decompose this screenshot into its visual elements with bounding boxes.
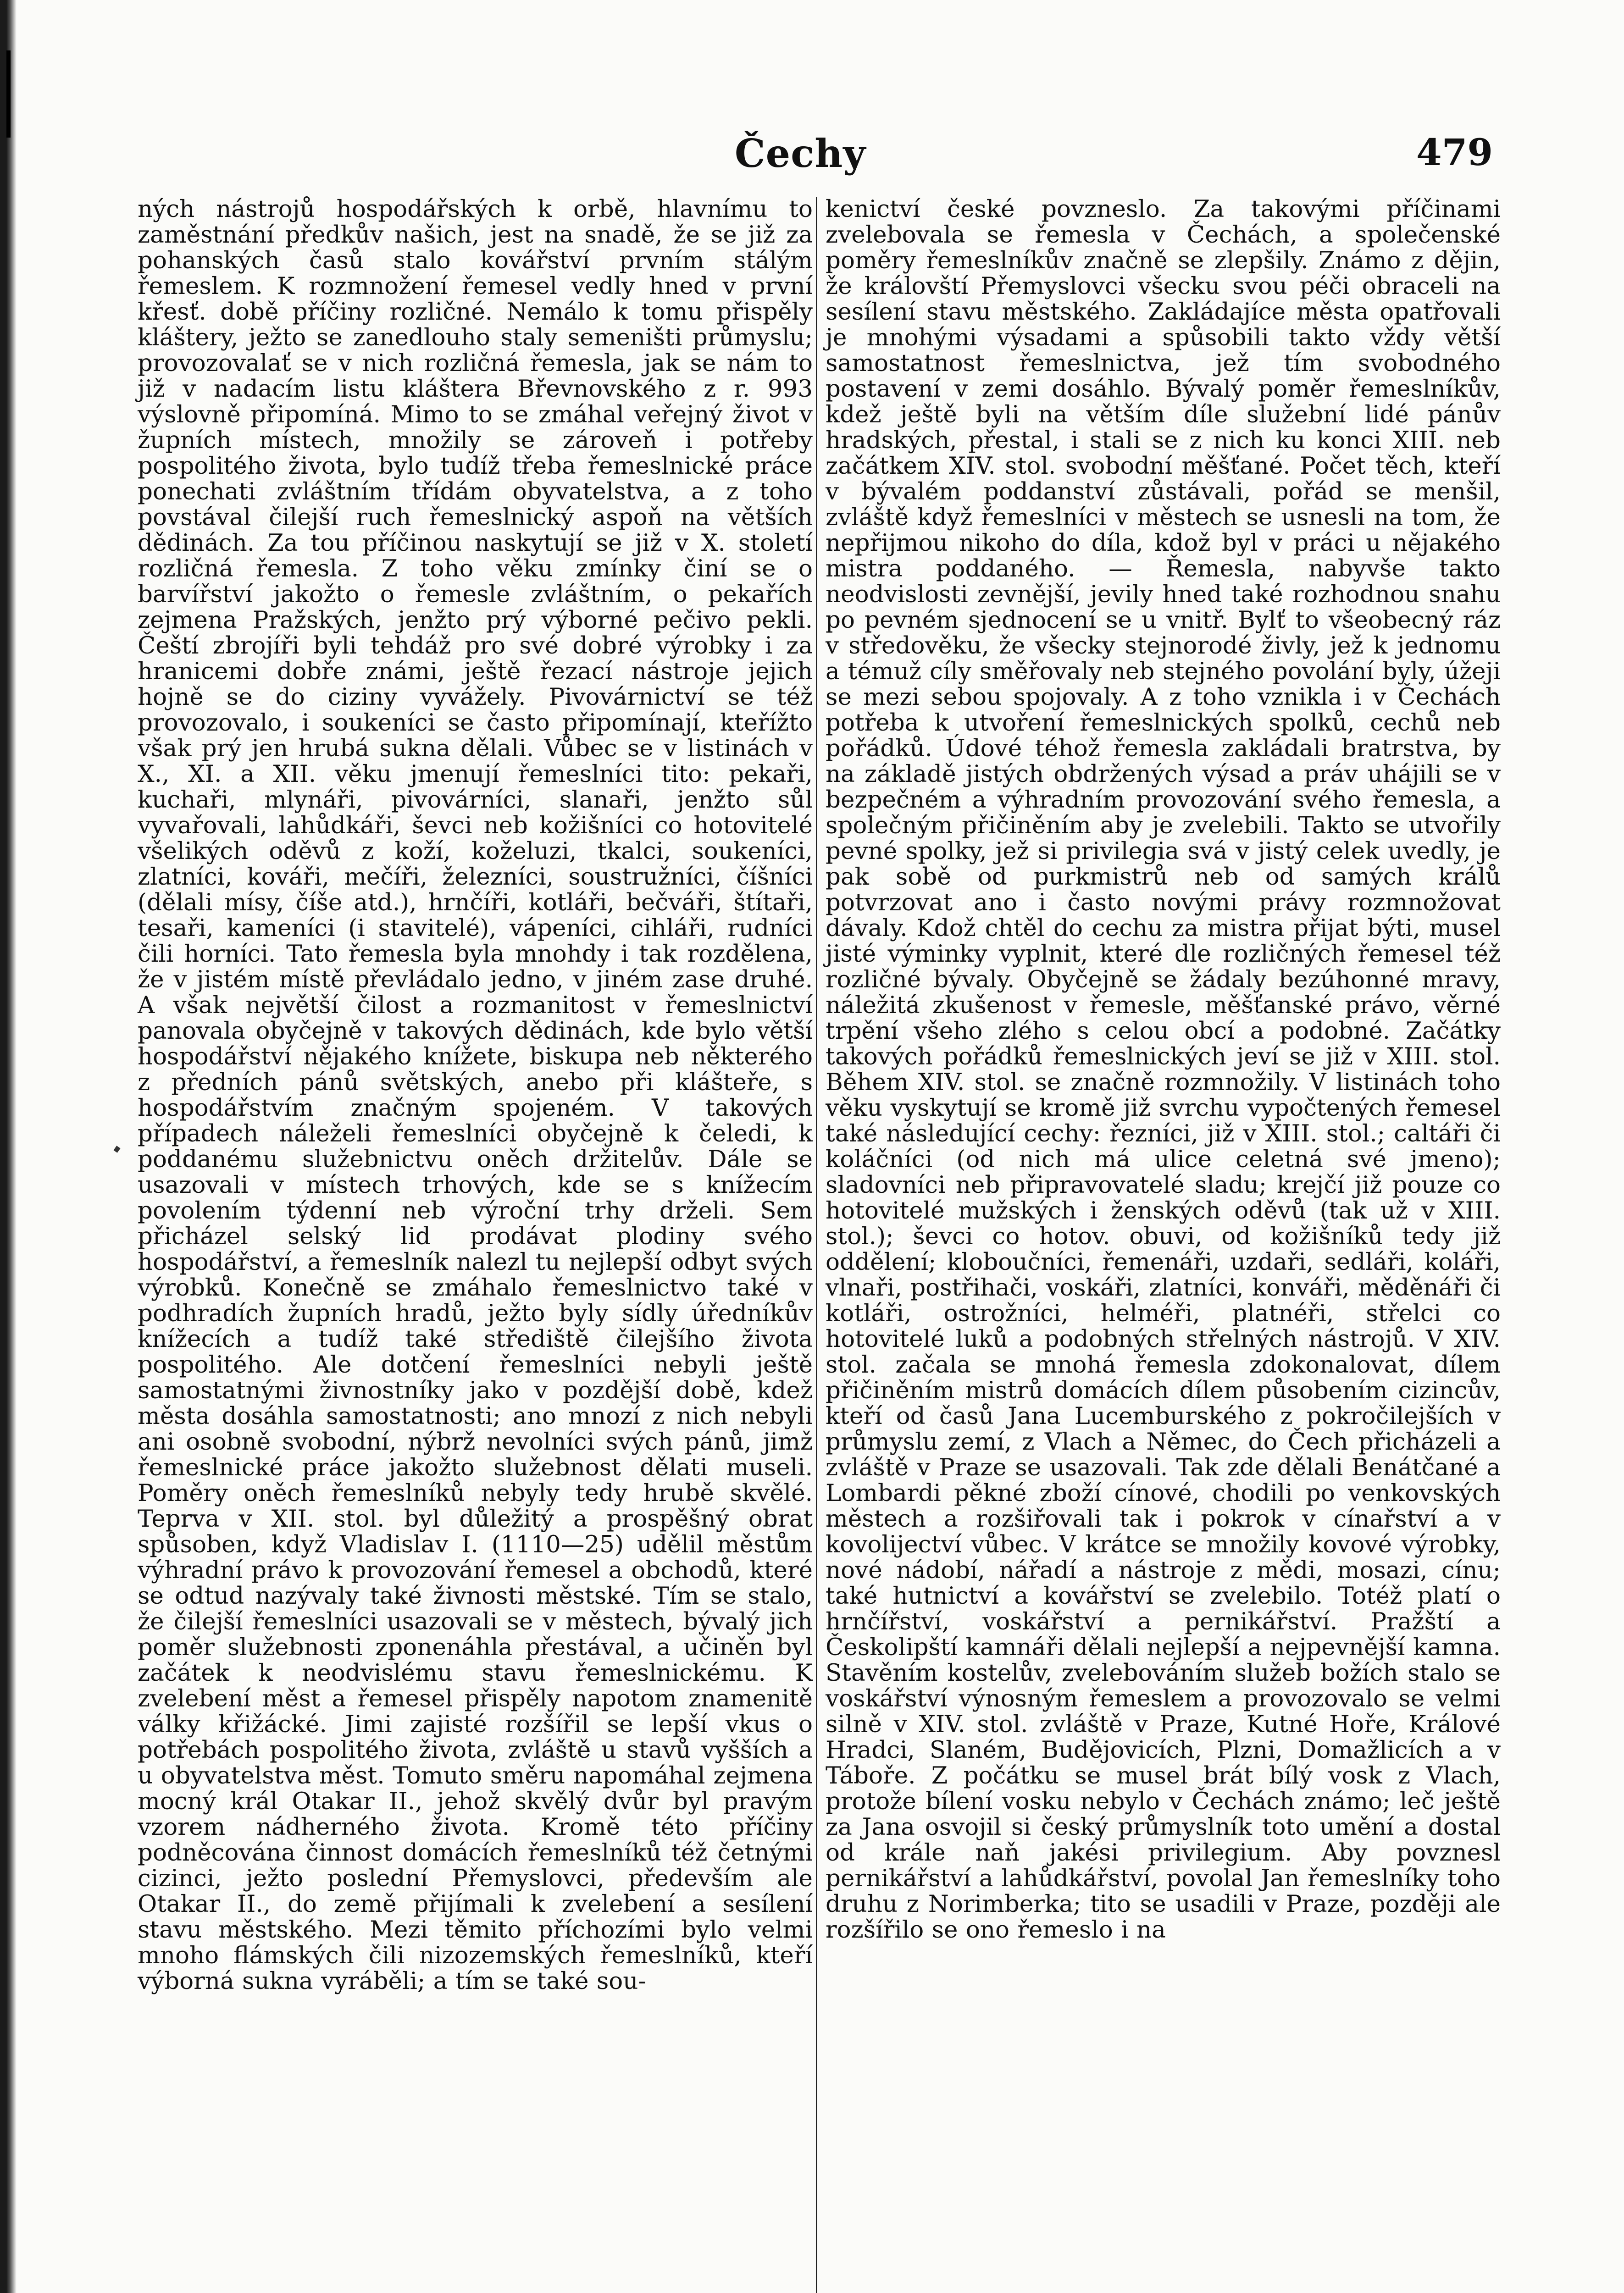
scan-edge-mark (6, 50, 11, 138)
page-header (108, 131, 1493, 181)
text-column-right (826, 196, 1501, 1943)
page-number: 479 (1416, 131, 1493, 174)
column-text: kenictví české povzneslo. Za takovými příčinami zvelebovala se řemesla v Čechách, a společenské poměry řemeslníkův značně se zlepšily. Známo z dějin, že královští Přemyslovci všecku svou péči obraceli na sesílení stavu městského. Zakládajíce města opatřovali je mnohými výsadami a spůsobili takto vždy větší samostatnost řemeslnictva, jež tím svobodného postavení v zemi dosáhlo. Bývalý poměr řemeslníkův, kdež ještě byli na větším díle služební lidé pánův hradských, přestal, i stali se z nich ku konci XIII. neb začátkem XIV. stol. svobodní měšťané. Počet těch, kteří v bývalém poddanství zůstávali, pořád se menšil, zvláště když řemeslníci v městech se usnesli na tom, že nepřijmou nikoho do díla, kdož byl v práci u nějakého mistra poddaného. — Řemesla, nabyvše takto neodvislosti zevnější, jevily hned také rozhodnou snahu po pevném sjednocení se u vnitř. Bylť to všeobecný ráz v středověku, že všecky stejnorodé živly, jež k jednomu a témuž cíly směřovaly neb stejného povolání byly, úžeji se mezi sebou spojovaly. A z toho vznikla i v Čechách potřeba k utvoření řemeslnických spolků, cechů neb pořádků. Údové téhož řemesla zakládali bratrstva, by na základě jistých obdržených výsad a práv uhájili se v bezpečném a výhradním provozování svého řemesla, a společným přičiněním aby je zvelebili. Takto se utvořily pevné spolky, jež si privilegia svá v jistý celek uvedly, je pak sobě od purkmistrů neb od samých králů potvrzovat ano i často novými právy rozmnožovat dávaly. Kdož chtěl do cechu za mistra přijat býti, musel jisté výminky vyplnit, které dle rozličných řemesel též rozličné bývaly. Obyčejně se žádaly bezúhonné mravy, náležitá zkušenost v řemesle, měšťanské právo, věrné trpění všeho zlého s celou obcí a podobné. Začátky takových pořádků řemeslnických jeví se již v XIII. stol. Během XIV. stol. se značně rozmnožily. V listinách toho věku vyskytují se kromě již svrchu vypočtených řemesel také následující cechy: řezníci, již v XIII. stol.; caltáři či koláčníci (od nich má ulice celetná své jmeno); sladovníci neb připravovatelé sladu; krejčí již pouze co hotovitelé mužských i ženských oděvů (tak už v XIII. stol.); ševci co hotov. obuvi, od kožišníků tedy již oddělení; kloboučníci, řemenáři, uzdaři, sedláři, koláři, vlnaři, postřihači, voskáři, zlatníci, konváři, měděnáři či kotláři, ostrožníci, helméři, platnéři, střelci co hotovitelé luků a podobných střelných nástrojů. V XIV. stol. začala se mnohá řemesla zdokonalovat, dílem přičiněním mistrů domácích dílem působením cizincův, kteří od časů Jana Lucemburského z pokročilejších v průmyslu zemí, z Vlach a Němec, do Čech přicházeli a zvláště v Praze se usazovali. Tak zde dělali Benátčané a Lombardi pěkné zboží cínové, chodili po venkovských městech a rozšiřovali tak i pokrok v cínařství a v kovolijectví vůbec. V krátce se množily kovové výrobky, nové nádobí, nářadí a nástroje z mědi, mosazi, cínu; také hutnictví a kovářství se zvelebilo. Totéž platí o hrnčířství, voskářství a pernikářství. Pražští a Českolipští kamnáři dělali nejlepší a nejpevnější kamna. Stavěním kostelův, zvelebováním služeb božích stalo se voskářství výnosným řemeslem a provozovalo se velmi silně v XIV. stol. zvláště v Praze, Kutné Hoře, Králové Hradci, Slaném, Budějovicích, Plzni, Domažlicích a v Táboře. Z počátku se musel brát bílý vosk z Vlach, protože bílení vosku nebylo v Čechách známo; leč ještě za Jana osvojil si český průmyslník toto umění a dostal od krále naň jakési privilegium. Aby povznesl pernikářství a lahůdkářství, povolal Jan řemeslníky toho druhu z Norimberka; tito se usadili v Praze, později ale rozšířilo se ono řemeslo i na (826, 195, 1501, 1944)
column-text: ných nástrojů hospodářských k orbě, hlavnímu to zaměstnání předkův našich, jest na snadě, že se již za pohanských časů stalo kovářství prvním stálým řemeslem. K rozmnožení řemesel vedly hned v první křesť. době příčiny rozličné. Nemálo k tomu přispěly kláštery, ježto se zanedlouho staly semeništi průmyslu; provozovalať se v nich rozličná řemesla, jak se nám to již v nadacím listu kláštera Břevnovského z r. 993 výslovně připomíná. Mimo to se zmáhal veřejný život v župních místech, množily se zároveň i potřeby pospolitého života, bylo tudíž třeba řemeslnické práce ponechati zvláštním třídám obyvatelstva, a z toho povstával čilejší ruch řemeslnický aspoň na větších dědinách. Za tou příčinou naskytují se již v X. století rozličná řemesla. Z toho věku zmínky činí se o barvířství jakožto o řemesle zvláštním, o pekařích zejmena Pražských, jenžto prý výborné pečivo pekli. Čeští zbrojíři byli tehdáž pro své dobré výrobky i za hranicemi dobře známi, ještě řezací nástroje jejich hojně se do ciziny vyvážely. Pivovárnictví se též provozovalo, i soukeníci se často připomínají, kteřížto však prý jen hrubá sukna dělali. Vůbec se v listinách v X., XI. a XII. věku jmenují řemeslníci tito: pekaři, kuchaři, mlynáři, pivovárníci, slanaři, jenžto sůl vyvařovali, lahůdkáři, ševci neb kožišníci co hotovitelé všelikých oděvů z koží, koželuzi, tkalci, soukeníci, zlatníci, kováři, mečíři, železníci, soustružníci, číšníci (dělali mísy, číše atd.), hrnčíři, kotláři, bečváři, štítaři, tesaři, kameníci (i stavitelé), vápeníci, cihláři, rudníci čili horníci. Tato řemesla byla mnohdy i tak rozdělena, že v jistém místě převládalo jedno, v jiném zase druhé. A však největší čilost a rozmanitost v řemeslnictví panovala obyčejně v takových dědinách, kde bylo větší hospodářství nějakého knížete, biskupa neb některého z předních pánů světských, anebo při klášteře, s hospodářstvím značným spojeném. V takových případech náleželi řemeslníci obyčejně k čeledi, k poddanému služebnictvu oněch držitelův. Dále se usazovali v místech trhových, kde se s knížecím povolením týdenní neb výroční trhy drželi. Sem přicházel selský lid prodávat plodiny svého hospodářství, a řemeslník nalezl tu nejlepší odbyt svých výrobků. Konečně se zmáhalo řemeslnictvo také v podhradích župních hradů, ježto byly sídly úředníkův knížecích a tudíž také střediště čilejšího života pospolitého. Ale dotčení řemeslníci nebyli ještě samostatnými živnostníky jako v pozdější době, kdež města dosáhla samostatnosti; ano mnozí z nich nebyli ani osobně svobodní, nýbrž nevolníci svých pánů, jimž řemeslnické práce jakožto služebnost dělati museli. Poměry oněch řemeslníků nebyly tedy hrubě skvělé. Teprva v XII. stol. byl důležitý a prospěšný obrat spůsoben, když Vladislav I. (1110—25) udělil městům výhradní právo k provozování řemesel a obchodů, které se odtud nazývaly také živnosti městské. Tím se stalo, že čilejší řemeslníci usazovali se v městech, bývalý jich poměr služebnosti zponenáhla přestával, a učiněn byl začátek k neodvislému stavu řemeslnickému. K zvelebení měst a řemesel přispěly napotom znamenitě války křižácké. Jimi zajisté rozšířil se lepší vkus o potřebách pospolitého života, zvláště u stavů vyšších a u obyvatelstva měst. Tomuto směru napomáhal zejmena mocný král Otakar II., jehož skvělý dvůr byl pravým vzorem nádherného života. Kromě této příčiny podněcována činnost domácích řemeslníků též četnými cizinci, ježto poslední Přemyslovci, především ale Otakar II., do země přijímali k zvelebení a sesílení stavu městského. Mezi těmito příchozími bylo velmi mnoho flámských čili nizozemských řemeslníků, kteří výborná sukna vyráběli; a tím se také sou- (138, 195, 813, 1995)
margin-mark (113, 1146, 120, 1153)
column-divider (816, 197, 817, 2293)
scan-edge (0, 0, 17, 2293)
text-column-left (138, 196, 813, 1994)
page-title: Čechy (734, 131, 866, 176)
